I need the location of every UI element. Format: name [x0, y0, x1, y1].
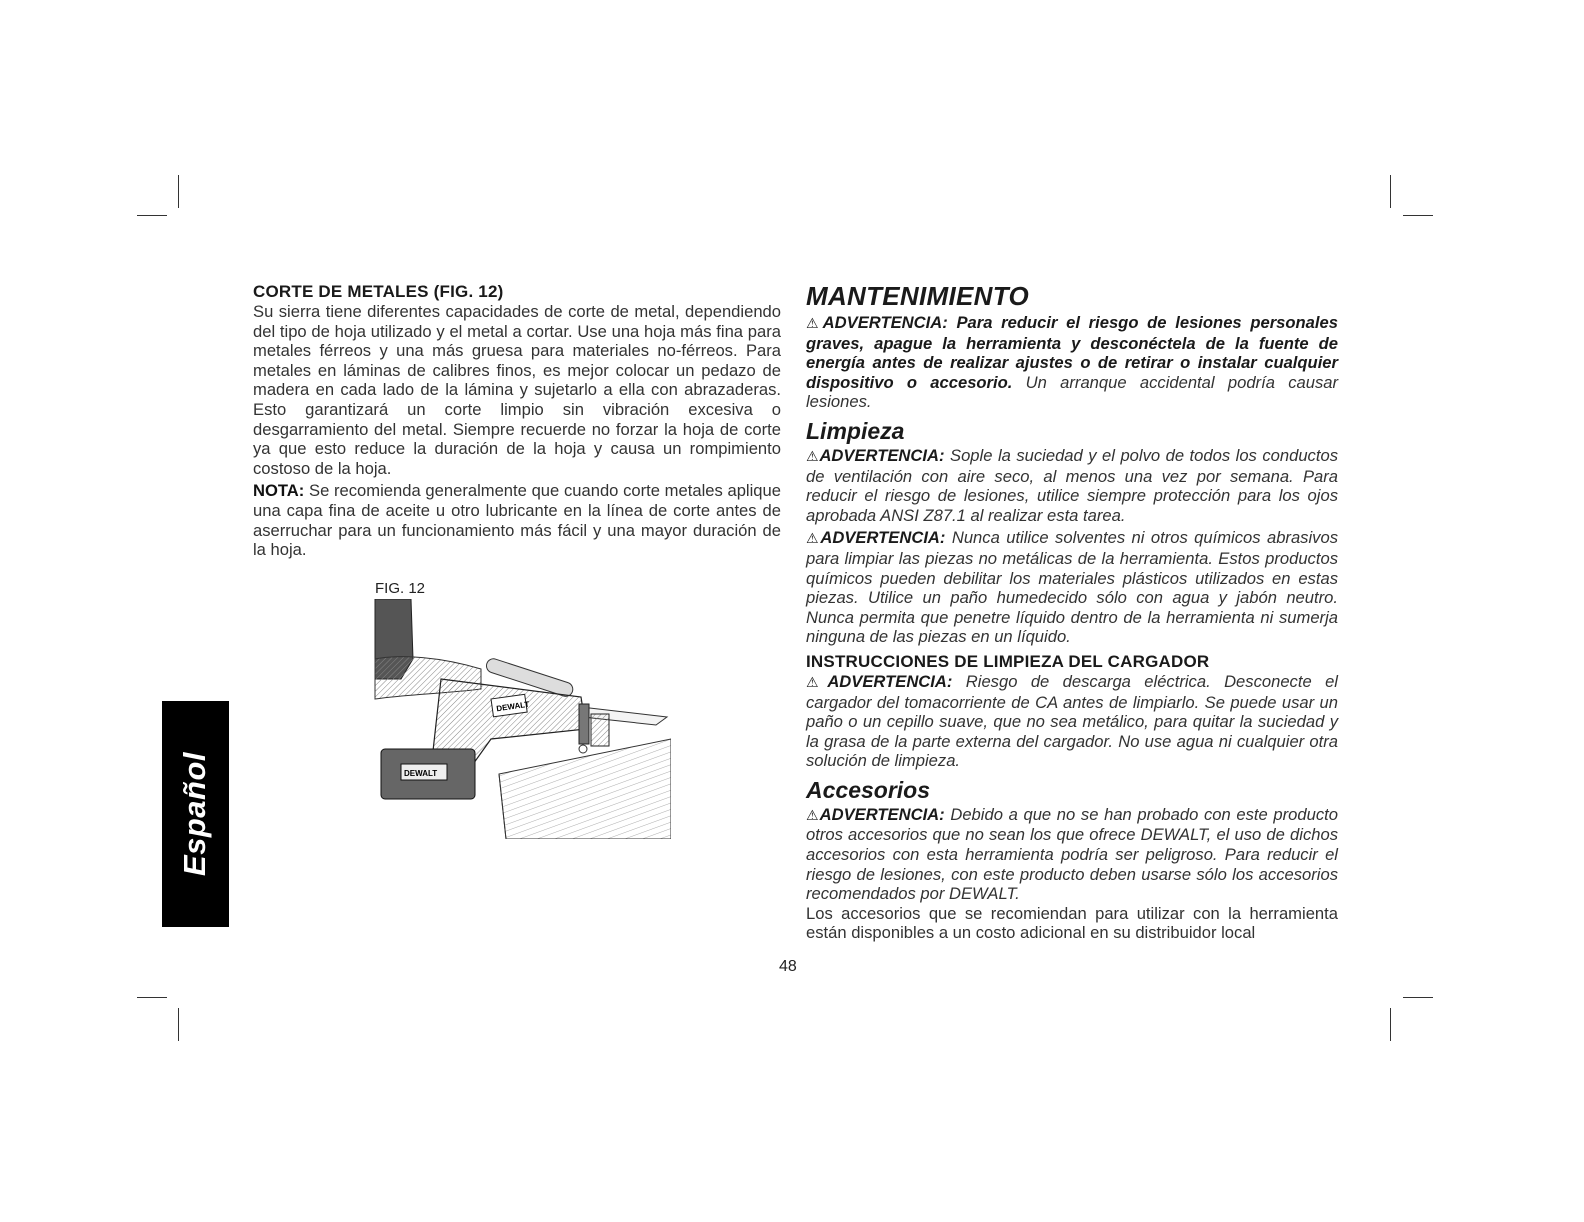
- warning-bold-text: Para reducir el riesgo de lesiones personales graves, apague la herramienta y desconéctela de la fuente de energía antes de realizar ajustes o de retirar o instalar cualquier dispositivo o accesorio.: [806, 313, 1338, 392]
- figure-label: FIG. 12: [375, 579, 426, 597]
- warning-label: ADVERTENCIA:: [819, 445, 945, 465]
- crop-mark: [1390, 1008, 1391, 1041]
- note-text: Se recomienda generalmente que cuando corte metales aplique una capa fina de aceite u otro lubricante en la línea de corte antes de aserruchar para un funcionamiento más fácil y una mayor duración de la hoja.: [253, 481, 781, 560]
- warning-icon: ⚠: [806, 806, 820, 823]
- warning-icon: ⚠: [806, 673, 828, 690]
- warning-maintenance: [806, 313, 1338, 412]
- note-label: NOTA:: [253, 481, 305, 501]
- warning-label: ADVERTENCIA:: [822, 313, 948, 332]
- warning-label: ADVERTENCIA:: [819, 804, 945, 824]
- page-number: 48: [779, 958, 797, 975]
- warning-label: ADVERTENCIA:: [820, 528, 946, 548]
- warning-ventilation: [806, 446, 1338, 525]
- warning-text: Debido a que no se han probado con este producto otros accesorios que no sean los que ofrece DEWALT, el uso de dichos accesorios con esta herramienta podría ser peligroso. Para reducir el riesgo de lesiones, con este producto deben usarse sólo los accesorios recomendados por DEWALT.: [806, 804, 1338, 904]
- crop-mark: [178, 1008, 179, 1041]
- left-column: [253, 281, 781, 849]
- language-tab: [162, 701, 229, 927]
- battery-brand-text: DEWALT: [404, 768, 438, 778]
- crop-mark: [1390, 175, 1391, 208]
- warning-text: Un arranque accidental podría causar lesiones.: [806, 372, 1339, 412]
- title-accesorios: Accesorios: [806, 776, 931, 803]
- warning-icon: ⚠: [806, 447, 820, 464]
- warning-text: Sople la suciedad y el polvo de todos los conductos de ventilación con aire seco, al menos una vez por semana. Para reducir el riesgo de lesiones, utilice siempre protección para los ojos aprobada ANSI Z87.1 al realizar esta tarea.: [806, 445, 1338, 525]
- warning-text: Nunca utilice solventes ni otros químicos abrasivos para limpiar las piezas no metálicas de la herramienta. Estos productos químicos pueden debilitar los materiales plásticos utilizados en estas piezas. Utilice un paño humedecido sólo con agua y jabón neutro. Nunca permita que penetre líquido dentro de la herramienta ni sumerja ninguna de las piezas en un líquido.: [806, 528, 1338, 647]
- warning-icon: ⚠: [806, 315, 823, 331]
- warning-solvents: [806, 528, 1338, 647]
- right-column: [806, 281, 1338, 943]
- language-tab-label: Español: [177, 751, 213, 877]
- crop-mark: [178, 175, 179, 208]
- crop-mark: [137, 215, 167, 216]
- reciprocating-saw-illustration: [371, 599, 671, 839]
- saw-brand-text: DEWALT: [495, 699, 530, 714]
- section-heading-corte: CORTE DE METALES (FIG. 12): [253, 282, 504, 301]
- note-paragraph: [253, 481, 781, 559]
- warning-charger: [806, 672, 1338, 771]
- title-mantenimiento: MANTENIMIENTO: [806, 281, 1029, 311]
- title-limpieza: Limpieza: [806, 417, 905, 444]
- warning-icon: ⚠: [806, 530, 821, 547]
- crop-mark: [137, 997, 167, 998]
- warning-accessories: [806, 805, 1338, 904]
- corte-paragraph: Su sierra tiene diferentes capacidades de corte de metal, dependiendo del tipo de hoja utilizado y el metal a cortar. Use una hoja más fina para metales férreos y una más gruesa para materiales no-férreos. Para metales en láminas de calibres finos, es mejor colocar un pedazo de madera en cada lado de la lámina y sujetarlo a ella con abrazaderas. Esto garantizará un corte limpio sin vibración excesiva o desgarramiento del metal. Siempre recuerde no forzar la hoja de corte ya que esto reduce la duración de la hoja y causa un rompimiento costoso de la hoja.: [253, 302, 781, 478]
- warning-label: ADVERTENCIA:: [827, 671, 953, 691]
- title-cargador: INSTRUCCIONES DE LIMPIEZA DEL CARGADOR: [806, 651, 1210, 671]
- crop-mark: [1403, 215, 1433, 216]
- accessories-paragraph: Los accesorios que se recomiendan para utilizar con la herramienta están disponibles a un costo adicional en su distribuidor local: [806, 903, 1338, 943]
- crop-mark: [1403, 997, 1433, 998]
- warning-text: Riesgo de descarga eléctrica. Desconecte el cargador del tomacorriente de CA antes de limpiarlo. Se puede usar un paño o un cepillo suave, que no sea metálico, para quitar la suciedad y la grasa de la parte externa del cargador. No use agua ni cualquier otra solución de limpieza.: [806, 671, 1338, 771]
- figure-12: [253, 579, 781, 849]
